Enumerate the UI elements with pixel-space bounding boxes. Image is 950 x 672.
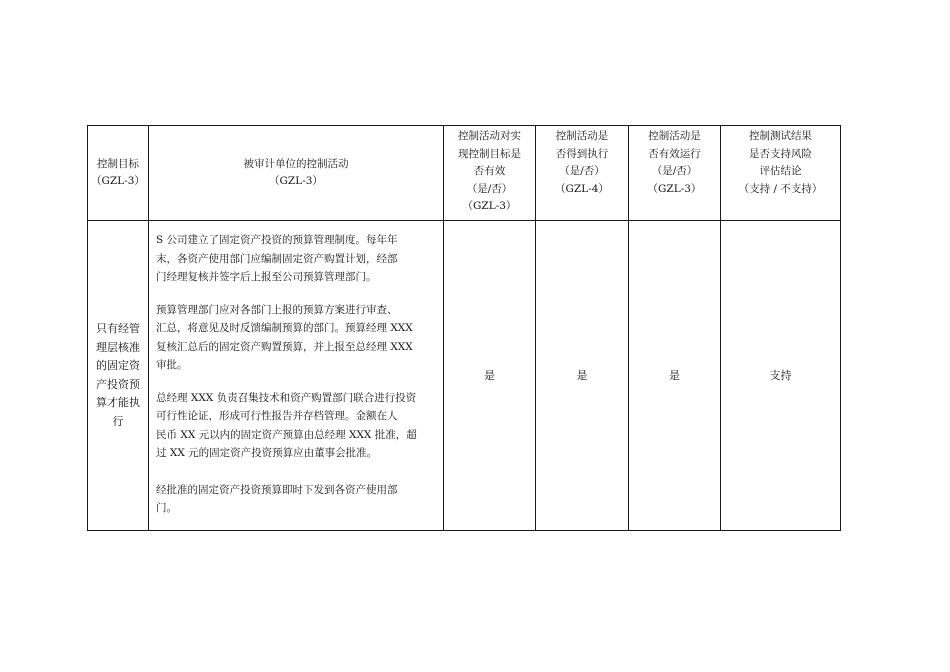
header-line: （支持 / 不支持） (738, 182, 823, 195)
objective-line: 理层核准 (96, 340, 140, 354)
header-line: （GZL-4） (555, 182, 609, 195)
activity-line: 审批。 (156, 359, 188, 372)
header-line: 控制活动是 (555, 130, 609, 142)
activity-paragraph-distribution (156, 481, 437, 518)
table-row (88, 221, 841, 531)
header-line: 否有效运行 (648, 147, 701, 160)
header-line: 控制活动对实 (458, 130, 521, 142)
header-line: 评估结论 (759, 165, 802, 177)
objective-line: 算才能执 (96, 396, 140, 409)
activity-line: 民币 XX 元以内的固定资产预算由总经理 XXX 批准，超 (156, 428, 417, 441)
header-line: 是否支持风险 (749, 147, 812, 160)
header-design-effective (444, 126, 536, 221)
activity-line: 汇总，将意见及时反馈编制预算的部门。预算经理 XXX (156, 322, 413, 335)
header-line: （GZL-3） (647, 182, 702, 195)
cell-implemented: 是 (536, 221, 629, 531)
header-line: （GZL-3） (269, 175, 323, 187)
objective-line: 产投资预 (96, 377, 140, 391)
header-line: （GZL-3） (462, 200, 517, 212)
header-line: 控制目标 (97, 157, 139, 170)
activity-paragraph-approval (156, 389, 437, 463)
cell-control-activity (149, 221, 444, 531)
activity-line: 预算管理部门应对各部门上报的预算方案进行审查、 (156, 303, 398, 316)
activity-line: 过 XX 元的固定资产投资预算应由董事会批准。 (156, 447, 378, 460)
header-line: （GZL-3） (91, 175, 145, 187)
header-line: 现控制目标是 (458, 147, 521, 160)
control-test-table (87, 125, 841, 531)
header-line: 否得到执行 (555, 147, 609, 160)
activity-paragraph-budget-system (156, 231, 437, 287)
header-operating-effective (629, 126, 721, 221)
header-line: 否有效 (473, 165, 506, 177)
activity-paragraph-budget-review (156, 301, 437, 375)
cell-operating-effective: 是 (629, 221, 721, 531)
activity-line: S 公司建立了固定资产投资的预算管理制度。每年年 (156, 234, 398, 247)
activity-line: 总经理 XXX 负责召集技术和资产购置部门联合进行投资 (156, 391, 417, 404)
header-row (88, 126, 841, 221)
cell-design-effective: 是 (444, 221, 536, 531)
header-line: （是/否） (466, 182, 513, 195)
cell-control-objective (88, 221, 149, 531)
activity-line: 经批准的固定资产投资预算即时下发到各资产使用部 (156, 483, 398, 496)
activity-line: 门经理复核并签字后上报至公司预算管理部门。 (156, 271, 377, 284)
activity-line: 末，各资产使用部门应编制固定资产购置计划，经部 (156, 252, 398, 265)
activity-line: 复核汇总后的固定资产购置预算，并上报至总经理 XXX (156, 340, 413, 353)
objective-line: 的固定资 (96, 359, 140, 372)
header-control-activity (149, 126, 444, 221)
objective-line: 只有经管 (96, 322, 140, 335)
header-line: （是/否） (559, 165, 605, 177)
activity-line: 可行性论证，形成可行性报告并存档管理。金额在人 (156, 410, 398, 423)
header-line: 控制测试结果 (749, 130, 812, 142)
header-test-conclusion (721, 126, 841, 221)
header-line: 被审计单位的控制活动 (243, 157, 349, 170)
cell-test-conclusion: 支持 (721, 221, 841, 531)
activity-line: 门。 (156, 502, 177, 515)
objective-line: 行 (112, 414, 124, 428)
header-line: 控制活动是 (648, 130, 701, 142)
header-line: （是/否） (651, 165, 698, 177)
header-implemented (536, 126, 629, 221)
header-control-objective (88, 126, 149, 221)
